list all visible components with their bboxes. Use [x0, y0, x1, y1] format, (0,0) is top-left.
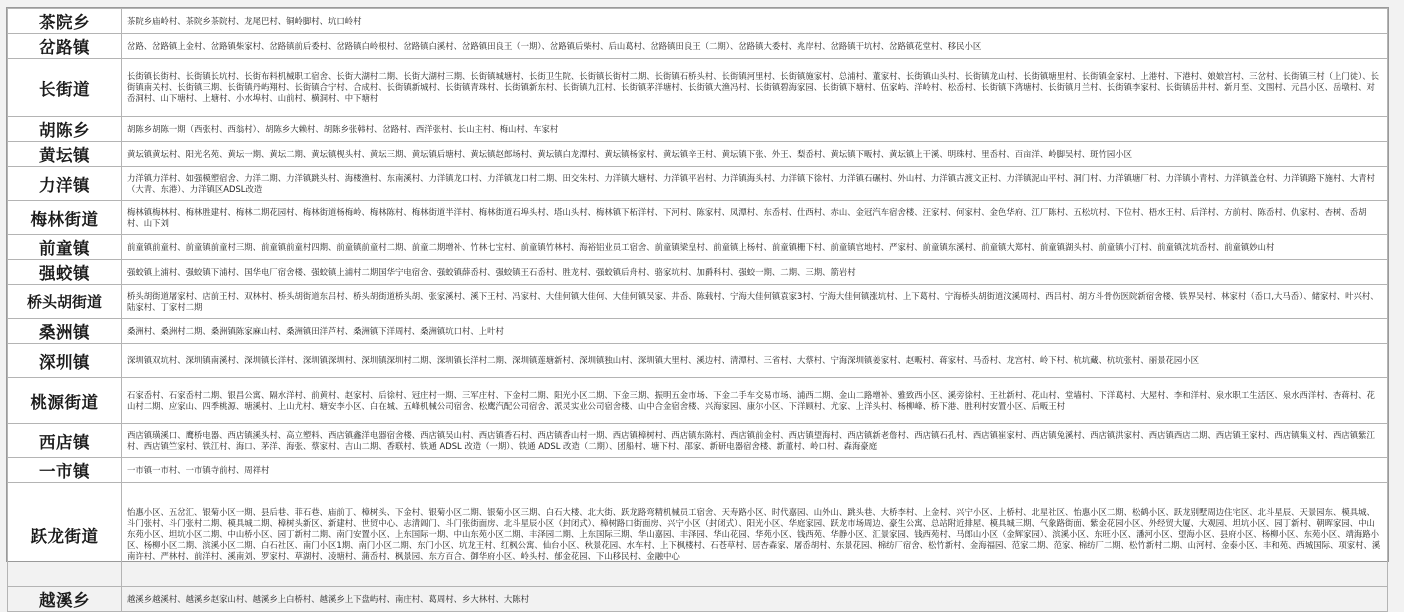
table-row: [8, 59, 1388, 117]
town-name-cell: 黄坛镇: [8, 142, 122, 167]
coverage-areas-cell: 深圳镇双坑村、深圳镇南溪村、深圳镇长洋村、深圳镇深圳村、深圳镇深圳村二期、深圳镇长洋村二期、深圳镇莲塘新村、深圳镇独山村、深圳镇大里村、溪边村、清潭村、三省村、大蔡村、宁海深圳镇姜家村、赵畈村、蒋家村、马岙村、龙宫村、岭下村、杭坑藏、杭坑张村、丽景花园小区: [122, 344, 1388, 378]
table-row: [8, 167, 1388, 201]
table-row: [8, 260, 1388, 285]
coverage-areas-cell: 长街镇长街村、长街镇长坑村、长街布料机械职工宿舍、长街大湖村二期、长街大湖村三期、长街镇城塘村、长街卫生院、长街镇长街村二期、长街镇石桥头村、长街镇河里村、长街镇施家村、总浦村、董家村、长街镇山头村、长街镇龙山村、长街镇塘里村、长街镇金家村、上港村、下港村、娘娘宫村、三岔村、长街镇三村（上门徒）、长街镇南关村、长街镇三期、长街镇丹屿翔村、长街镇合宁村、合成村、长街镇新城村、长街镇青珠村、长街镇新东村、长街镇九江村、长街镇茅洋塘村、长街镇大渔冯村、长街镇碧海家园、长街镇下塘村、伍家屿、洋岭村、松岙村、长街镇下湾塘村、长街镇月兰村、长街镇李家村、长街镇岳井村、新月至、文围村、元昌小区、岳墩村、对岙洞村、山下塘村、上塘村、小水埠村、山前村、横洞村、中下塘村: [122, 59, 1388, 117]
town-name-cell: 力洋镇: [8, 167, 122, 201]
coverage-table-body: [8, 9, 1388, 612]
coverage-areas-cell: 胡陈乡胡陈一期（西张村、西翁村）、胡陈乡大赖村、胡陈乡张韩村、岔路村、西洋张村、长山主村、梅山村、车家村: [122, 117, 1388, 142]
table-row: [8, 424, 1388, 458]
town-name-cell: 梅林街道: [8, 201, 122, 235]
table-row: [8, 142, 1388, 167]
coverage-areas-cell: 桥头胡街道屠家村、店前王村、双林村、桥头胡街道东吕村、桥头胡街道桥头胡、张家溪村、溪下王村、冯家村、大佳何镇大佳何、大佳何镇吴家、井岙、陈载村、宁海大佳何镇袁家3村、宁海大佳何镇涨坑村、上下葛村、宁海桥头胡街道汶溪周村、西吕村、胡方斗骨伤医院新宿舍楼、铁界吴村、林家村（岙口,大马岙）、储家村、叶兴村、陆家村、丁家村二期: [122, 285, 1388, 319]
coverage-table: [7, 8, 1388, 612]
town-name-cell: 深圳镇: [8, 344, 122, 378]
coverage-areas-cell: 岔路、岔路镇上金村、岔路镇柴家村、岔路镇前后委村、岔路镇白岭根村、岔路镇白溪村、岔路镇田良王（一期）、岔路镇后柴村、后山葛村、岔路镇田良王（二期）、岔路镇大委村、兆岸村、岔路镇干坑村、岔路镇花堂村、移民小区: [122, 34, 1388, 59]
coverage-areas-cell: 西店镇璜溪口、鹰桥电器、西店镇溪头村、高立塑料、西店镇鑫洋电器宿舍楼、西店镇吴山村、西店镇香石村、西店镇香山村一期、西店镇樟树村、西店镇东陈村、西店镇前金村、西店镇望海村、西店镇新老詹村、西店镇石孔村、西店镇崔家村、西店镇兔溪村、西店镇洪家村、西店镇西店二期、西店镇王家村、西店镇集义村、西店镇紫江村、西店镇竺家村、铁江村、海口、茅洋、海张、蔡家村、吉山二期、香联村、铁通 ADSL 改造（一期）、铁通 ADSL 改造（二期）、团船村、塘下村、邵家、新研电器宿舍楼、新董村、岭口村、森海豪庭: [122, 424, 1388, 458]
town-name-cell: 胡陈乡: [8, 117, 122, 142]
table-row: [8, 117, 1388, 142]
table-row: [8, 458, 1388, 483]
town-name-cell: 前童镇: [8, 235, 122, 260]
town-name-cell: 桑洲镇: [8, 319, 122, 344]
coverage-areas-cell: 一市镇一市村、一市镇寺前村、周祥村: [122, 458, 1388, 483]
town-name-cell: 岔路镇: [8, 34, 122, 59]
table-row: [8, 587, 1388, 612]
table-row: [8, 319, 1388, 344]
table-row: [8, 34, 1388, 59]
table-row: [8, 235, 1388, 260]
coverage-areas-cell: 梅林镇梅林村、梅林胜建村、梅林二期花园村、梅林街道杨梅岭、梅林陈村、梅林街道半洋村、梅林街道石埠头村、塔山头村、梅林镇下柘洋村、下河村、陈家村、凤潭村、东岙村、仕西村、赤山、金冠汽车宿舍楼、汪家村、何家村、金色华府、江厂陈村、五松坑村、下位村、梧水王村、后洋村、方前村、陈岙村、仇家村、杏树、岙胡村、山下刘: [122, 201, 1388, 235]
table-row: [8, 344, 1388, 378]
coverage-areas-cell: 黄坛镇黄坛村、阳光名苑、黄坛一期、黄坛二期、黄坛镇枧头村、黄坛三期、黄坛镇后塘村、黄坛镇赵郎场村、黄坛镇白龙潭村、黄坛镇杨家村、黄坛镇辛王村、黄坛镇下张、外王、梨岙村、黄坛镇下畈村、黄坛镇上干溪、明珠村、里岙村、百亩洋、岭脚吴村、斑竹园小区: [122, 142, 1388, 167]
coverage-areas-cell: 前童镇前童村、前童镇前童村三期、前童镇前童村四期、前童镇前童村二期、前童二期增补、竹林七宝村、前童镇竹林村、海裕铝业员工宿舍、前童镇梁皇村、前童镇上杨村、前童镇栅下村、前童镇官地村、严家村、前童镇东溪村、前童镇大郑村、前童镇湖头村、前童镇小汀村、前童镇沈坑岙村、前童镇妙山村: [122, 235, 1388, 260]
town-name-cell: 越溪乡: [8, 587, 122, 612]
town-name-cell: 跃龙街道: [8, 483, 122, 587]
town-name-cell: 茶院乡: [8, 9, 122, 34]
coverage-areas-cell: 桑洲村、桑洲村二期、桑洲镇陈家麻山村、桑洲镇田洋芦村、桑洲镇下洋周村、桑洲镇坑口村、上叶村: [122, 319, 1388, 344]
town-name-cell: 西店镇: [8, 424, 122, 458]
coverage-areas-cell: 石家岙村、石家岙村二期、银昌公寓、隔水洋村、前黄村、赵家村、后徐村、冠庄村一期、三军庄村、下金村二期、阳光小区二期、下金三期、振明五金市场、下金二手车交易市场、浦西二期、金山二路增补、雅致西小区、溪旁徐村、王社新村、花山村、堂墙村、下洋葛村、大屋村、李和洋村、泉水职工生活区、泉水西洋村、杏蒋村、花山村二期、应家山、四季桃源、塘溪村、上山尤村、塘安李小区、白在城、五峰机械公司宿舍、松鹰汽配公司宿舍、派灵实业公司宿舍楼、山中合金宿舍楼、兴海家园、康尔小区、下洋顾村、尤家、上洋头村、杨柳峰、桥下港、胜利村安置小区、后畈王村: [122, 378, 1388, 424]
coverage-table-sheet: [6, 7, 1389, 610]
table-row: [8, 285, 1388, 319]
table-row: [8, 201, 1388, 235]
table-row: [8, 483, 1388, 587]
coverage-areas-cell: 力洋镇力洋村、如强模塑宿舍、力洋二期、力洋镇跳头村、海楼渔村、东南溪村、力洋镇龙口村、力洋镇龙口村二期、田交朱村、力洋镇大塘村、力洋镇平岩村、力洋镇海头村、力洋镇下徐村、力洋镇石碾村、外山村、力洋镇古渡文正村、力洋镇泥山平村、洞门村、力洋镇塘厂村、力洋镇小青村、力洋镇盖仓村、力洋镇路下施村、大青村（大青、东港）、力洋镇区ADSL改造: [122, 167, 1388, 201]
coverage-areas-cell: 茶院乡庙岭村、茶院乡茶院村、龙尾巴村、铜岭脚村、坑口岭村: [122, 9, 1388, 34]
town-name-cell: 桃源街道: [8, 378, 122, 424]
coverage-areas-cell: 怡惠小区、五岔汇、银菊小区一期、县后巷、菲石巷、庙前丁、樟树头、下金村、银菊小区二期、银菊小区三期、白石大楼、北大街、跃龙路弯精机械员工宿舍、天寿路小区、时代嘉园、山外山、跳头巷、大桥李村、上金村、兴宁小区、上桥村、北星社区、怡惠小区二期、松鹤小区、跃龙别墅周边住宅区、北斗星辰、天景园东、模具城、斗门张村、斗门张村二期、模具城二期、樟树头新区、新建村、世贸中心、志清阊门、斗门张街面房、北斗星辰小区（封闭式）、樟树路口街面房、兴宁小区（封闭式）、阳光小区、华庭家园、跃龙市场周边、豪生公寓、总站附近排屋、模具城三期、气象路街面、紫金花园小区、外经贸大厦、大观园、坦坑小区、园丁新村、朝晖家园、中山东苑小区、坦坑小区二期、中山桥小区、园丁新村二期、南门安置小区、上东国际一期、中山东苑小区二期、丰泽园二期、上东国际三期、华山嘉园、丰泽园、华山花园、华苑小区、钱西苑、华静小区、汇景家园、钱西苑村、马郎山小区（金辉家园）、滨溪小区、东旺小区、潘河小区、望海小区、县府小区、杨柳小区、东苑小区、靖海路小区、杨柳小区二期、滨溪小区二期、白石社区、南门小区1期、南门小区二期、东门小区、坑龙王村、红枫公寓、仙台小区、秋景花园、水车村、上下枫楼村、石苍草村、居杏森家、屠岙胡村、东景花园、棉纺厂宿舍、松竹新村、金海福园、范家二期、范家、棉纺厂二期、松竹新村二期、山河村、金泰小区、丰和苑、西城国际、项家村、溪南许村、严林村、前洋村、溪南刘、罗家村、草湖村、凌塘村、蒲岙村、枫景园、东方百合、御华府小区、岭头村、郁金花园、下山移民村、金融中心: [122, 483, 1388, 587]
coverage-areas-cell: 越溪乡越溪村、越溪乡赵家山村、越溪乡上白桥村、越溪乡上下盘屿村、南庄村、葛周村、乡大林村、大陈村: [122, 587, 1388, 612]
table-row: [8, 9, 1388, 34]
town-name-cell: 强蛟镇: [8, 260, 122, 285]
town-name-cell: 桥头胡街道: [8, 285, 122, 319]
town-name-cell: 长街道: [8, 59, 122, 117]
table-row: [8, 378, 1388, 424]
town-name-cell: 一市镇: [8, 458, 122, 483]
coverage-areas-cell: 强蛟镇上浦村、强蛟镇下浦村、国华电厂宿舍楼、强蛟镇上浦村二期国华宁电宿舍、强蛟镇薛岙村、强蛟镇王石岙村、胜龙村、强蛟镇后舟村、骆家坑村、加爵科村、强蛟一期、二期、三期、箭岩村: [122, 260, 1388, 285]
